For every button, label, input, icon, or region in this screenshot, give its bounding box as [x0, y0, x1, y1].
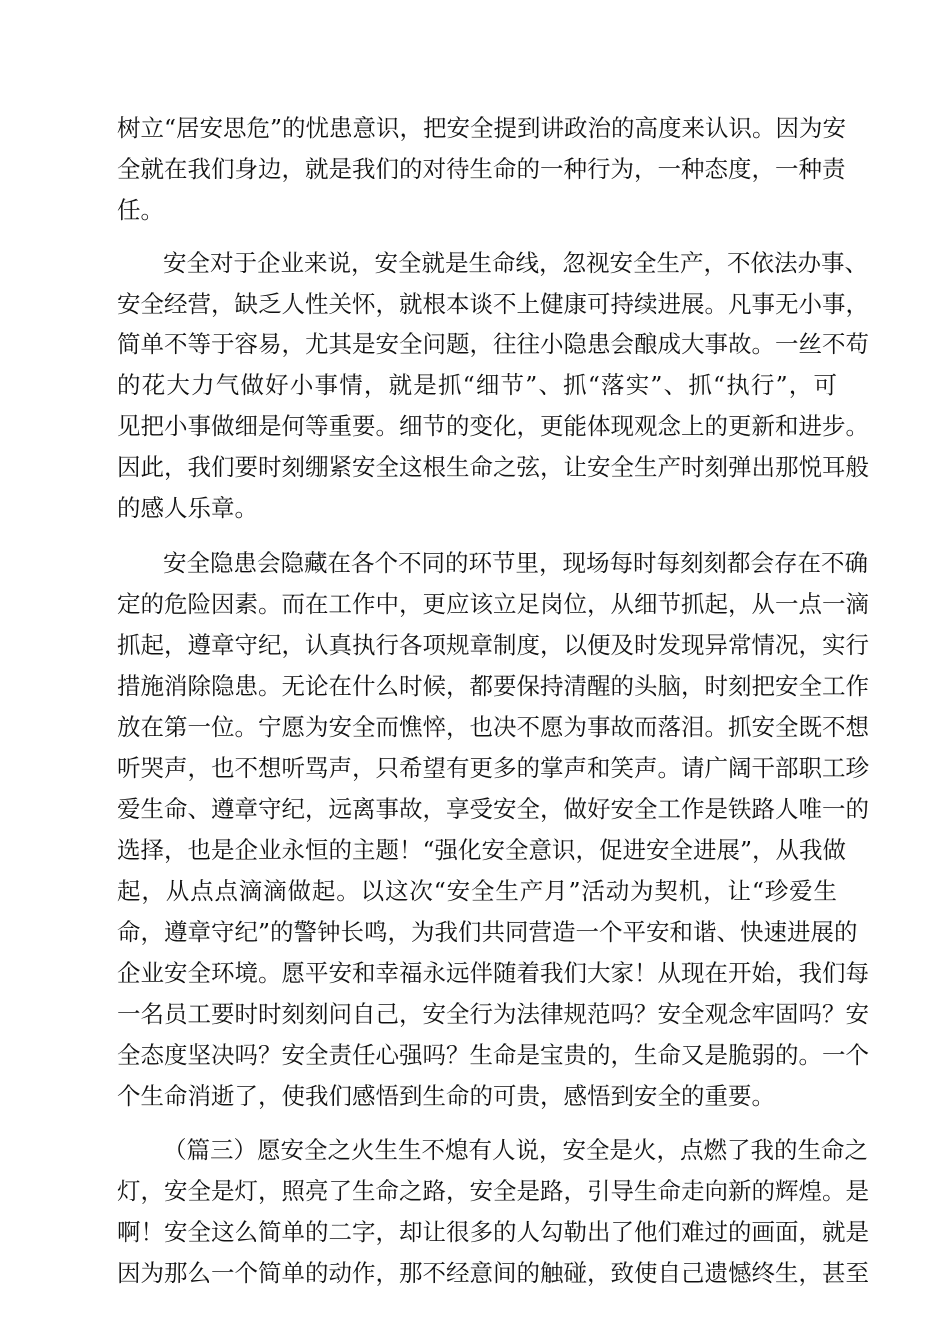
paragraph-1-line-2: 全就在我们身边，就是我们的对待生命的一种行为，一种态度，一种责: [117, 155, 846, 183]
paragraph-2-line-5: 见把小事做细是何等重要。细节的变化，更能体现观念上的更新和进步。: [117, 412, 869, 440]
paragraph-1-line-3: 任。: [117, 196, 164, 224]
paragraph-3-line-5: 放在第一位。宁愿为安全而憔悴，也决不愿为事故而落泪。抓安全既不想: [117, 713, 869, 741]
paragraph-4-line-3: 啊！安全这么简单的二字，却让很多的人勾勒出了他们难过的画面，就是: [117, 1218, 869, 1246]
paragraph-4-line-2: 灯，安全是灯，照亮了生命之路，安全是路，引导生命走向新的辉煌。是: [117, 1177, 869, 1205]
paragraph-2-line-7: 的感人乐章。: [117, 494, 258, 522]
paragraph-2-line-4: 的花大力气做好小事情，就是抓“细节”、抓“落实”、抓“执行”，可: [117, 371, 837, 399]
paragraph-2-line-1: 安全对于企业来说，安全就是生命线，忽视安全生产，不依法办事、: [163, 249, 868, 277]
paragraph-3-line-14: 个生命消逝了，使我们感悟到生命的可贵，感悟到安全的重要。: [117, 1082, 775, 1110]
paragraph-3-line-7: 爱生命、遵章守纪，远离事故，享受安全，做好安全工作是铁路人唯一的: [117, 795, 869, 823]
paragraph-3-line-4: 措施消除隐患。无论在什么时候，都要保持清醒的头脑，时刻把安全工作: [117, 672, 869, 700]
paragraph-2-line-2: 安全经营，缺乏人性关怀，就根本谈不上健康可持续进展。凡事无小事，: [117, 290, 869, 318]
paragraph-3-line-1: 安全隐患会隐藏在各个不同的环节里，现场每时每刻刻都会存在不确: [163, 549, 868, 577]
paragraph-4-line-4: 因为那么一个简单的动作，那不经意间的触碰，致使自己遗憾终生，甚至: [117, 1259, 869, 1287]
paragraph-3-line-11: 企业安全环境。愿平安和幸福永远伴随着我们大家！从现在开始，我们每: [117, 959, 869, 987]
paragraph-3-line-13: 全态度坚决吗？安全责任心强吗？生命是宝贵的，生命又是脆弱的。一个: [117, 1041, 869, 1069]
paragraph-2-line-3: 简单不等于容易，尤其是安全问题，往往小隐患会酿成大事故。一丝不苟: [117, 330, 869, 358]
paragraph-2-line-6: 因此，我们要时刻绷紧安全这根生命之弦，让安全生产时刻弹出那悦耳般: [117, 453, 869, 481]
paragraph-3-line-10: 命，遵章守纪”的警钟长鸣，为我们共同营造一个平安和谐、快速进展的: [117, 918, 858, 946]
paragraph-3-line-2: 定的危险因素。而在工作中，更应该立足岗位，从细节抓起，从一点一滴: [117, 590, 869, 618]
paragraph-3-line-6: 听哭声，也不想听骂声，只希望有更多的掌声和笑声。请广阔干部职工珍: [117, 754, 869, 782]
paragraph-3-line-9: 起，从点点滴滴做起。以这次“安全生产月”活动为契机，让“珍爱生: [117, 877, 837, 905]
paragraph-1-line-1: 树立“居安思危”的忧患意识，把安全提到讲政治的高度来认识。因为安: [117, 114, 847, 142]
paragraph-3-line-12: 一名员工要时时刻刻问自己，安全行为法律规范吗？安全观念牢固吗？安: [117, 1000, 869, 1028]
paragraph-4-line-1: （篇三）愿安全之火生生不熄有人说，安全是火，点燃了我的生命之: [163, 1136, 868, 1164]
paragraph-3-line-3: 抓起，遵章守纪，认真执行各项规章制度，以便及时发现异常情况，实行: [117, 631, 869, 659]
paragraph-3-line-8: 选择，也是企业永恒的主题！“强化安全意识，促进安全进展”，从我做: [117, 836, 847, 864]
